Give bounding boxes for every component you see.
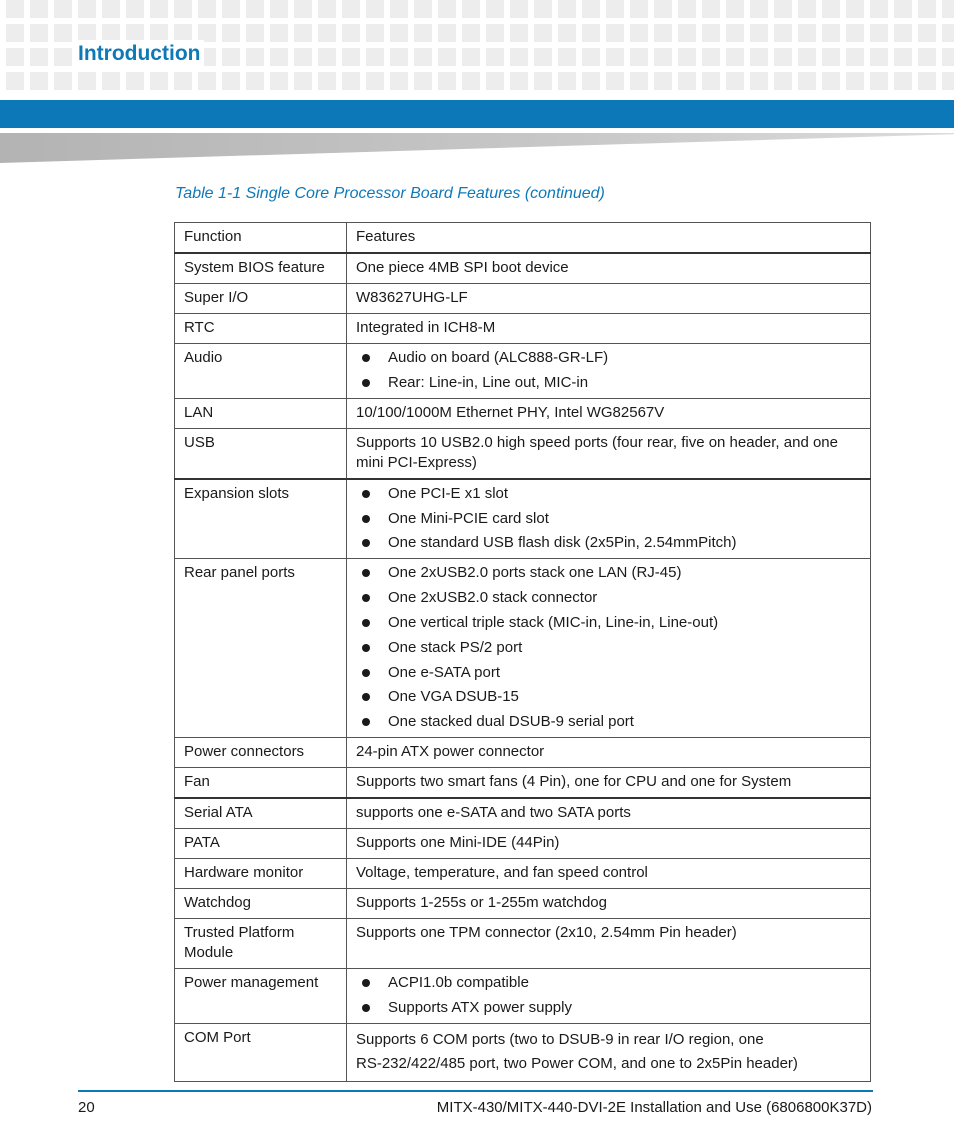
list-item-text: ACPI1.0b compatible bbox=[388, 974, 529, 992]
list-item-text: Audio on board (ALC888-GR-LF) bbox=[388, 349, 609, 366]
function-cell: System BIOS feature bbox=[175, 253, 347, 284]
features-cell: Supports 1-255s or 1-255m watchdog bbox=[347, 889, 871, 919]
table-row bbox=[175, 738, 871, 768]
function-cell: Power connectors bbox=[175, 738, 347, 768]
function-cell: Fan bbox=[175, 768, 347, 799]
list-item-text: One standard USB flash disk (2x5Pin, 2.54mmPitch) bbox=[388, 534, 737, 552]
list-item bbox=[356, 712, 861, 732]
list-item bbox=[356, 687, 861, 707]
list-item bbox=[356, 613, 861, 633]
function-cell: Super I/O bbox=[175, 284, 347, 314]
list-item bbox=[356, 973, 861, 993]
function-cell: Power management bbox=[175, 969, 347, 1024]
bullet-icon bbox=[362, 619, 370, 627]
list-item bbox=[356, 533, 861, 553]
features-cell: W83627UHG-LF bbox=[347, 284, 871, 314]
features-cell bbox=[347, 479, 871, 559]
table-row bbox=[175, 344, 871, 399]
bullet-icon bbox=[362, 1004, 370, 1012]
list-item-text: One 2xUSB2.0 ports stack one LAN (RJ-45) bbox=[388, 564, 682, 582]
chapter-title: Introduction bbox=[78, 40, 204, 68]
list-item-text: One stacked dual DSUB-9 serial port bbox=[388, 713, 634, 731]
function-cell: PATA bbox=[175, 829, 347, 859]
list-item-text: One e-SATA port bbox=[388, 663, 500, 681]
function-cell: Expansion slots bbox=[175, 479, 347, 559]
list-item-text: One VGA DSUB-15 bbox=[388, 688, 519, 706]
list-item bbox=[356, 348, 861, 368]
bullet-icon bbox=[362, 515, 370, 523]
features-cell: Voltage, temperature, and fan speed control bbox=[347, 859, 871, 889]
function-cell: USB bbox=[175, 428, 347, 479]
header-blue-band bbox=[0, 100, 954, 128]
function-cell: RTC bbox=[175, 314, 347, 344]
table-row bbox=[175, 479, 871, 559]
table-row bbox=[175, 284, 871, 314]
list-item-text: Rear: Line-in, Line out, MIC-in bbox=[388, 373, 589, 391]
bullet-icon bbox=[362, 669, 370, 677]
document-title: MITX-430/MITX-440-DVI-2E Installation and Use (6806800K37D) bbox=[436, 1099, 872, 1116]
features-table bbox=[174, 222, 871, 1082]
list-item bbox=[356, 998, 861, 1018]
list-item-text: One 2xUSB2.0 stack connector bbox=[388, 589, 598, 607]
features-cell bbox=[347, 969, 871, 1024]
function-cell: Serial ATA bbox=[175, 798, 347, 829]
features-cell: 24-pin ATX power connector bbox=[347, 738, 871, 768]
bullet-icon bbox=[362, 354, 370, 362]
features-cell: Supports one Mini-IDE (44Pin) bbox=[347, 829, 871, 859]
table-row bbox=[175, 889, 871, 919]
bullet-list bbox=[356, 563, 861, 732]
table-row bbox=[175, 253, 871, 284]
bullet-list bbox=[356, 484, 861, 554]
list-item-text: One stack PS/2 port bbox=[388, 638, 523, 656]
function-cell: Trusted Platform Module bbox=[175, 919, 347, 969]
column-header-features: Features bbox=[347, 223, 871, 254]
bullet-icon bbox=[362, 539, 370, 547]
list-item bbox=[356, 588, 861, 608]
list-item bbox=[356, 663, 861, 683]
features-cell: Supports two smart fans (4 Pin), one for CPU and one for System bbox=[347, 768, 871, 799]
table-row bbox=[175, 798, 871, 829]
features-cell bbox=[347, 1023, 871, 1081]
function-cell: Watchdog bbox=[175, 889, 347, 919]
features-cell bbox=[347, 344, 871, 399]
header-gray-wedge bbox=[0, 133, 954, 163]
bullet-icon bbox=[362, 490, 370, 498]
function-cell: Audio bbox=[175, 344, 347, 399]
bullet-icon bbox=[362, 979, 370, 987]
table-row bbox=[175, 1023, 871, 1081]
bullet-list bbox=[356, 973, 861, 1018]
table-row bbox=[175, 829, 871, 859]
table-caption: Table 1-1 Single Core Processor Board Features (continued) bbox=[175, 185, 605, 202]
list-item bbox=[356, 373, 861, 393]
list-item-text: One PCI-E x1 slot bbox=[388, 484, 509, 502]
function-cell: COM Port bbox=[175, 1023, 347, 1081]
features-cell: Supports 10 USB2.0 high speed ports (four rear, five on header, and one mini PCI-Express) bbox=[347, 428, 871, 479]
table-row bbox=[175, 768, 871, 799]
function-cell: Hardware monitor bbox=[175, 859, 347, 889]
features-cell: Supports one TPM connector (2x10, 2.54mm Pin header) bbox=[347, 919, 871, 969]
list-item-text: One vertical triple stack (MIC-in, Line-in, Line-out) bbox=[388, 613, 719, 631]
bullet-icon bbox=[362, 718, 370, 726]
page-number: 20 bbox=[78, 1099, 95, 1116]
features-cell bbox=[347, 559, 871, 738]
column-header-function: Function bbox=[175, 223, 347, 254]
list-item bbox=[356, 638, 861, 658]
table-row bbox=[175, 559, 871, 738]
list-item bbox=[356, 484, 861, 504]
bullet-icon bbox=[362, 569, 370, 577]
bullet-icon bbox=[362, 693, 370, 701]
features-line: RS-232/422/485 port, two Power COM, and one to 2x5Pin header) bbox=[356, 1054, 798, 1072]
table-header-row bbox=[175, 223, 871, 254]
bullet-icon bbox=[362, 644, 370, 652]
features-cell: supports one e-SATA and two SATA ports bbox=[347, 798, 871, 829]
bullet-icon bbox=[362, 594, 370, 602]
features-line: Supports 6 COM ports (two to DSUB-9 in rear I/O region, one bbox=[356, 1030, 764, 1048]
bullet-list bbox=[356, 348, 861, 393]
function-cell: Rear panel ports bbox=[175, 559, 347, 738]
features-cell: 10/100/1000M Ethernet PHY, Intel WG82567V bbox=[347, 398, 871, 428]
function-cell: LAN bbox=[175, 398, 347, 428]
table-row bbox=[175, 919, 871, 969]
features-cell: One piece 4MB SPI boot device bbox=[347, 253, 871, 284]
table-row bbox=[175, 428, 871, 479]
list-item-text: One Mini-PCIE card slot bbox=[388, 509, 549, 527]
list-item bbox=[356, 563, 861, 583]
table-row bbox=[175, 314, 871, 344]
features-cell: Integrated in ICH8-M bbox=[347, 314, 871, 344]
bullet-icon bbox=[362, 379, 370, 387]
table-row bbox=[175, 969, 871, 1024]
table-row bbox=[175, 398, 871, 428]
table-row bbox=[175, 859, 871, 889]
footer-rule bbox=[78, 1090, 873, 1092]
list-item bbox=[356, 509, 861, 529]
list-item-text: Supports ATX power supply bbox=[388, 998, 572, 1016]
